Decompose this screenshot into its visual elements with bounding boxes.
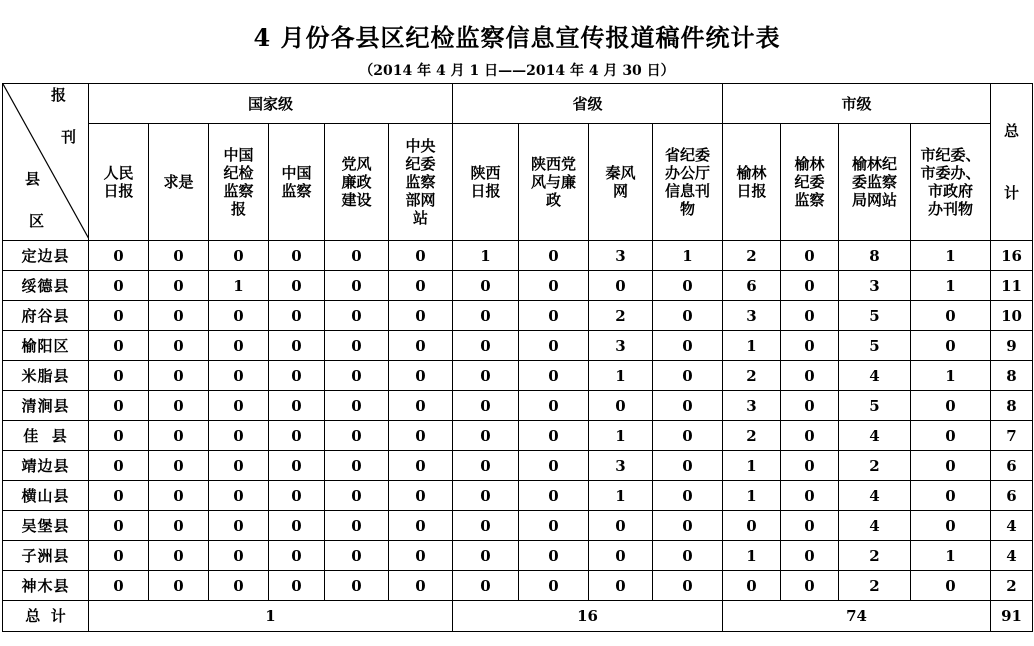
column-header: 秦风 网 (589, 124, 653, 241)
row-total: 11 (991, 271, 1033, 301)
table-cell: 0 (149, 241, 209, 271)
table-row (3, 361, 1033, 391)
column-header: 榆林 日报 (723, 124, 781, 241)
county-name: 清涧县 (3, 391, 89, 421)
table-cell: 0 (389, 421, 453, 451)
table-cell: 0 (781, 301, 839, 331)
table-cell: 0 (519, 451, 589, 481)
table-cell: 2 (589, 301, 653, 331)
table-cell: 0 (89, 301, 149, 331)
table-cell: 0 (149, 361, 209, 391)
table-cell: 2 (723, 361, 781, 391)
table-cell: 0 (89, 391, 149, 421)
table-cell: 3 (589, 331, 653, 361)
table-cell: 0 (269, 571, 325, 601)
column-header: 中国 监察 (269, 124, 325, 241)
table-cell: 0 (453, 481, 519, 511)
stats-table (2, 83, 1033, 632)
table-cell: 0 (209, 241, 269, 271)
table-cell: 0 (149, 421, 209, 451)
table-cell: 0 (89, 421, 149, 451)
table-cell: 0 (453, 361, 519, 391)
summary-grand-total: 91 (991, 601, 1033, 632)
table-cell: 0 (389, 451, 453, 481)
table-cell: 3 (589, 241, 653, 271)
row-total: 6 (991, 481, 1033, 511)
table-cell: 0 (389, 541, 453, 571)
table-cell: 0 (325, 541, 389, 571)
corner-label-kan: 刊 (61, 128, 77, 146)
table-cell: 0 (723, 571, 781, 601)
county-name: 横山县 (3, 481, 89, 511)
table-cell: 0 (325, 271, 389, 301)
table-cell: 0 (269, 361, 325, 391)
table-cell: 0 (389, 571, 453, 601)
table-cell: 0 (453, 331, 519, 361)
corner-label-qu: 区 (29, 212, 45, 230)
table-cell: 0 (325, 511, 389, 541)
table-cell: 1 (209, 271, 269, 301)
table-cell: 0 (653, 421, 723, 451)
table-cell: 0 (781, 331, 839, 361)
county-name: 榆阳区 (3, 331, 89, 361)
table-cell: 0 (589, 271, 653, 301)
row-total: 7 (991, 421, 1033, 451)
table-cell: 4 (839, 481, 911, 511)
county-name: 佳 县 (3, 421, 89, 451)
table-cell: 0 (209, 511, 269, 541)
table-cell: 1 (723, 451, 781, 481)
table-cell: 0 (589, 391, 653, 421)
total-column-header (991, 84, 1033, 241)
table-cell: 0 (453, 391, 519, 421)
table-cell: 0 (209, 421, 269, 451)
table-cell: 0 (325, 571, 389, 601)
table-cell: 0 (589, 511, 653, 541)
table-cell: 0 (209, 571, 269, 601)
table-cell: 6 (723, 271, 781, 301)
table-cell: 0 (519, 421, 589, 451)
column-header: 市纪委、 市委办、 市政府 办刊物 (911, 124, 991, 241)
table-cell: 0 (149, 451, 209, 481)
table-cell: 0 (653, 511, 723, 541)
corner-header (3, 84, 89, 241)
table-cell: 0 (89, 241, 149, 271)
table-cell: 0 (209, 361, 269, 391)
table-cell: 2 (723, 241, 781, 271)
row-total: 9 (991, 331, 1033, 361)
column-header: 榆林纪 委监察 局网站 (839, 124, 911, 241)
row-total: 10 (991, 301, 1033, 331)
table-cell: 0 (149, 301, 209, 331)
table-cell: 0 (911, 481, 991, 511)
page-title: 4 月份各县区纪检监察信息宣传报道稿件统计表 (253, 23, 781, 52)
table-cell: 0 (911, 451, 991, 481)
table-cell: 0 (89, 451, 149, 481)
table-row (3, 271, 1033, 301)
table-cell: 0 (911, 301, 991, 331)
table-cell: 5 (839, 301, 911, 331)
table-cell: 0 (453, 511, 519, 541)
table-cell: 0 (269, 421, 325, 451)
table-cell: 0 (453, 541, 519, 571)
summary-city: 74 (723, 601, 991, 632)
table-cell: 0 (89, 271, 149, 301)
table-cell: 0 (453, 421, 519, 451)
county-name: 府谷县 (3, 301, 89, 331)
table-cell: 0 (453, 451, 519, 481)
table-cell: 0 (209, 301, 269, 331)
county-name: 绥德县 (3, 271, 89, 301)
table-cell: 0 (389, 511, 453, 541)
table-cell: 4 (839, 421, 911, 451)
column-header: 人民 日报 (89, 124, 149, 241)
table-cell: 0 (781, 271, 839, 301)
table-cell: 0 (653, 271, 723, 301)
table-cell: 0 (519, 241, 589, 271)
table-cell: 5 (839, 391, 911, 421)
column-header: 中国 纪检 监察 报 (209, 124, 269, 241)
table-cell: 0 (519, 361, 589, 391)
column-header: 求是 (149, 124, 209, 241)
table-cell: 0 (519, 391, 589, 421)
table-cell: 0 (911, 511, 991, 541)
table-row (3, 511, 1033, 541)
table-cell: 3 (723, 391, 781, 421)
table-row (3, 391, 1033, 421)
table-cell: 0 (653, 481, 723, 511)
table-cell: 0 (89, 511, 149, 541)
county-name: 靖边县 (3, 451, 89, 481)
table-cell: 0 (89, 571, 149, 601)
table-cell: 2 (839, 571, 911, 601)
table-cell: 0 (209, 331, 269, 361)
table-cell: 0 (389, 331, 453, 361)
table-cell: 0 (325, 421, 389, 451)
group-province: 省级 (453, 84, 723, 124)
table-cell: 0 (453, 301, 519, 331)
column-header: 党风 廉政 建设 (325, 124, 389, 241)
column-header: 榆林 纪委 监察 (781, 124, 839, 241)
county-name: 子洲县 (3, 541, 89, 571)
column-header: 陕西 日报 (453, 124, 519, 241)
table-cell: 0 (149, 511, 209, 541)
table-cell: 0 (781, 511, 839, 541)
table-cell: 1 (911, 361, 991, 391)
total-column-label-2: 计 (1003, 184, 1019, 202)
table-cell: 0 (269, 301, 325, 331)
table-cell: 0 (911, 571, 991, 601)
table-cell: 0 (389, 391, 453, 421)
table-cell: 0 (453, 571, 519, 601)
corner-diagonal (3, 84, 89, 239)
table-cell: 0 (453, 271, 519, 301)
table-cell: 0 (653, 451, 723, 481)
table-cell: 0 (325, 451, 389, 481)
table-cell: 0 (325, 301, 389, 331)
table-cell: 0 (149, 481, 209, 511)
county-name: 米脂县 (3, 361, 89, 391)
table-row (3, 571, 1033, 601)
column-header: 省纪委 办公厅 信息刊 物 (653, 124, 723, 241)
table-row (3, 241, 1033, 271)
table-cell: 1 (723, 331, 781, 361)
group-national: 国家级 (89, 84, 453, 124)
table-cell: 1 (723, 541, 781, 571)
table-cell: 0 (589, 541, 653, 571)
table-cell: 0 (911, 391, 991, 421)
column-header: 陕西党 风与廉 政 (519, 124, 589, 241)
table-cell: 0 (269, 391, 325, 421)
table-row (3, 301, 1033, 331)
table-row (3, 481, 1033, 511)
table-cell: 0 (781, 481, 839, 511)
table-cell: 0 (149, 331, 209, 361)
table-cell: 1 (589, 481, 653, 511)
table-cell: 2 (723, 421, 781, 451)
corner-label-xian: 县 (25, 170, 41, 188)
table-cell: 0 (269, 511, 325, 541)
table-cell: 0 (653, 331, 723, 361)
table-cell: 0 (89, 361, 149, 391)
table-cell: 0 (325, 391, 389, 421)
table-cell: 0 (519, 511, 589, 541)
row-total: 4 (991, 511, 1033, 541)
table-cell: 0 (89, 541, 149, 571)
table-cell: 0 (325, 361, 389, 391)
row-total: 2 (991, 571, 1033, 601)
table-row (3, 421, 1033, 451)
table-cell: 0 (653, 301, 723, 331)
table-cell: 0 (269, 451, 325, 481)
table-cell: 0 (389, 271, 453, 301)
table-cell: 0 (653, 391, 723, 421)
table-cell: 0 (325, 241, 389, 271)
table-cell: 0 (389, 301, 453, 331)
table-cell: 0 (149, 271, 209, 301)
table-cell: 3 (589, 451, 653, 481)
row-total: 16 (991, 241, 1033, 271)
table-cell: 0 (89, 481, 149, 511)
county-name: 吴堡县 (3, 511, 89, 541)
table-cell: 0 (325, 481, 389, 511)
table-cell: 0 (389, 481, 453, 511)
table-cell: 0 (653, 541, 723, 571)
table-cell: 0 (519, 481, 589, 511)
table-cell: 0 (781, 571, 839, 601)
table-cell: 0 (269, 481, 325, 511)
table-cell: 0 (89, 331, 149, 361)
summary-row (3, 601, 1033, 632)
table-cell: 1 (589, 361, 653, 391)
table-cell: 1 (911, 241, 991, 271)
county-name: 定边县 (3, 241, 89, 271)
summary-national: 1 (89, 601, 453, 632)
table-cell: 0 (653, 571, 723, 601)
summary-label: 总 计 (3, 601, 89, 632)
table-cell: 0 (519, 571, 589, 601)
table-cell: 2 (839, 451, 911, 481)
table-cell: 0 (911, 331, 991, 361)
row-total: 8 (991, 361, 1033, 391)
group-city: 市级 (723, 84, 991, 124)
row-total: 4 (991, 541, 1033, 571)
table-cell: 1 (653, 241, 723, 271)
table-cell: 0 (269, 241, 325, 271)
table-cell: 1 (723, 481, 781, 511)
table-cell: 0 (519, 541, 589, 571)
table-cell: 3 (723, 301, 781, 331)
corner-label-bao: 报 (51, 86, 67, 104)
table-cell: 0 (653, 361, 723, 391)
table-cell: 0 (781, 541, 839, 571)
table-cell: 1 (589, 421, 653, 451)
table-cell: 0 (149, 391, 209, 421)
table-cell: 0 (589, 571, 653, 601)
table-cell: 0 (269, 271, 325, 301)
table-cell: 5 (839, 331, 911, 361)
table-cell: 0 (149, 541, 209, 571)
date-range: （2014 年 4 月 1 日——2014 年 4 月 30 日） (359, 63, 675, 79)
table-row (3, 331, 1033, 361)
table-cell: 0 (723, 511, 781, 541)
column-header: 中央 纪委 监察 部网 站 (389, 124, 453, 241)
table-cell: 0 (519, 331, 589, 361)
table-cell: 1 (911, 541, 991, 571)
table-cell: 0 (389, 241, 453, 271)
table-cell: 4 (839, 511, 911, 541)
table-row (3, 451, 1033, 481)
table-cell: 0 (911, 421, 991, 451)
table-cell: 0 (781, 361, 839, 391)
table-cell: 0 (781, 241, 839, 271)
table-cell: 0 (781, 451, 839, 481)
table-cell: 0 (519, 301, 589, 331)
county-name: 神木县 (3, 571, 89, 601)
table-cell: 0 (269, 541, 325, 571)
table-cell: 4 (839, 361, 911, 391)
table-cell: 0 (209, 391, 269, 421)
total-column-label-1: 总 (1003, 122, 1019, 140)
table-cell: 0 (209, 451, 269, 481)
table-cell: 0 (209, 481, 269, 511)
table-row (3, 541, 1033, 571)
row-total: 6 (991, 451, 1033, 481)
table-cell: 1 (911, 271, 991, 301)
table-cell: 2 (839, 541, 911, 571)
table-cell: 0 (269, 331, 325, 361)
table-cell: 0 (389, 361, 453, 391)
table-cell: 0 (209, 541, 269, 571)
table-cell: 0 (149, 571, 209, 601)
table-cell: 0 (519, 271, 589, 301)
table-cell: 0 (781, 391, 839, 421)
table-cell: 0 (325, 331, 389, 361)
row-total: 8 (991, 391, 1033, 421)
table-cell: 3 (839, 271, 911, 301)
table-cell: 1 (453, 241, 519, 271)
summary-province: 16 (453, 601, 723, 632)
table-cell: 8 (839, 241, 911, 271)
table-cell: 0 (781, 421, 839, 451)
